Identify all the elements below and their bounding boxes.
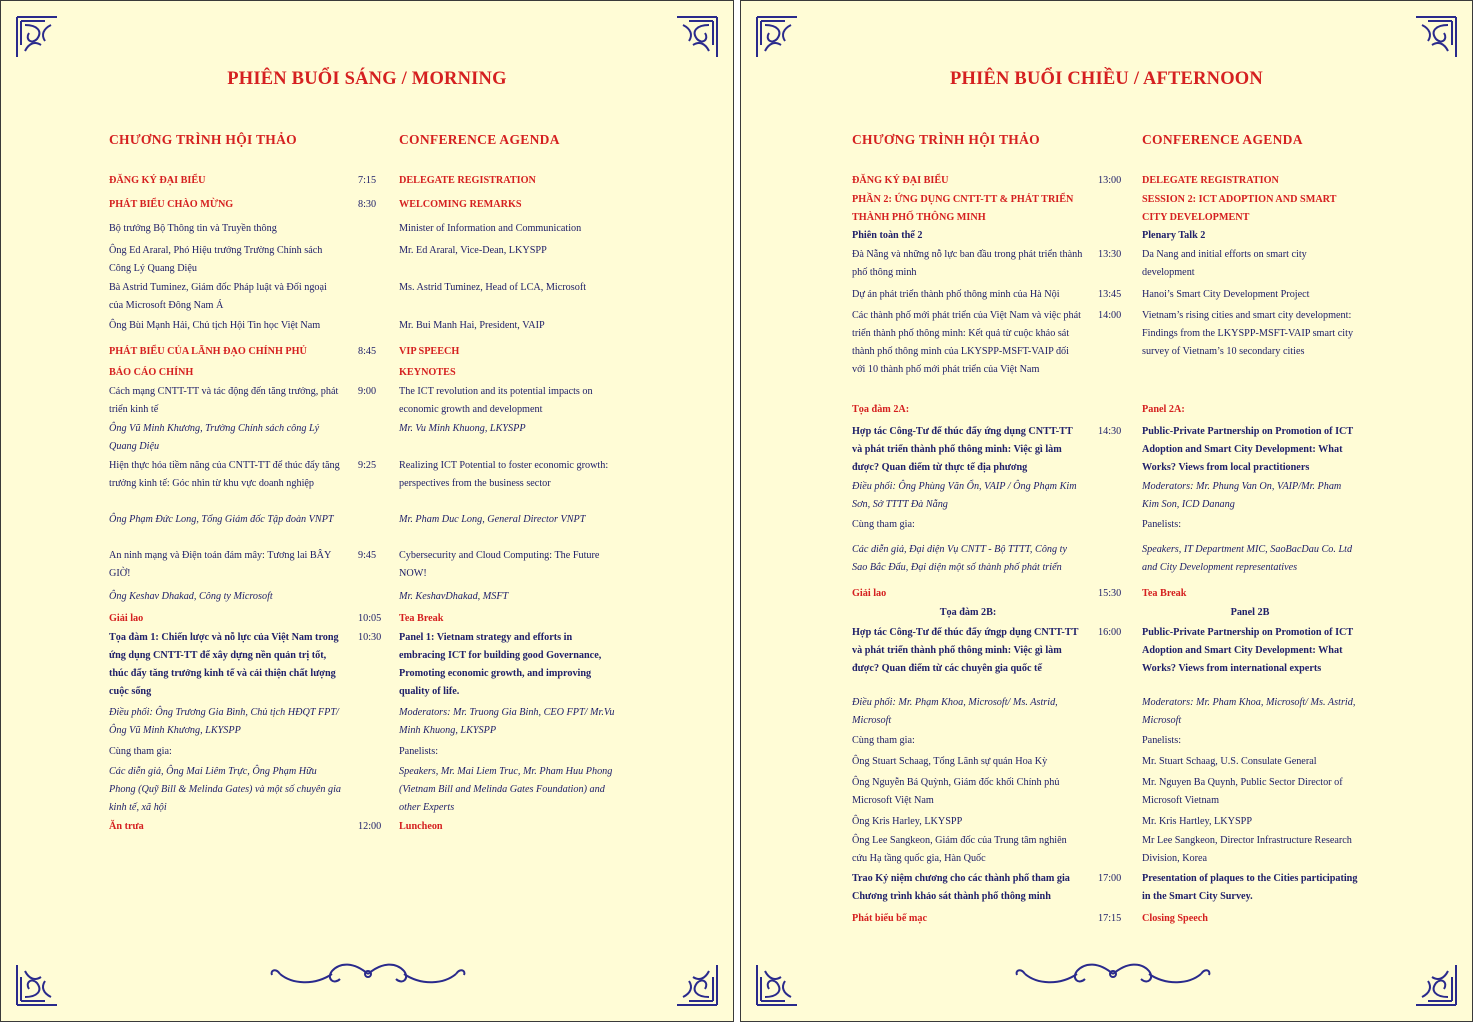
item-english: Mr. Kris Hartley, LKYSPP <box>1142 816 1252 827</box>
item-english: The ICT revolution and its potential impacts on economic growth and development <box>399 386 593 415</box>
item-english: Panel 2B <box>1230 607 1270 618</box>
item-vietnamese: PHÁT BIỂU CỦA LÃNH ĐẠO CHÍNH PHỦ <box>109 346 307 357</box>
item-vietnamese: Điều phối: Mr. Phạm Khoa, Microsoft/ Ms. Astrid, Microsoft <box>852 697 1058 726</box>
item-english: Plenary Talk 2 <box>1142 230 1206 241</box>
item-vietnamese: Các thành phố mới phát triển của Việt Nam và việc phát triển thành phố thông minh: Kết quả từ cuộc khảo sát thành phố thông minh của LKYSPP-MSFT-VAIP đối với 10 thành phố mới phát triển của Việt Nam <box>852 310 1081 375</box>
item-time: 9:45 <box>358 550 377 561</box>
item-vietnamese: Cùng tham gia: <box>852 735 915 746</box>
afternoon-page <box>740 0 1473 1022</box>
item-time: 9:00 <box>358 386 377 397</box>
item-vietnamese: BÁO CÁO CHÍNH <box>109 367 194 378</box>
item-english: Public-Private Partnership on Promotion of ICT Adoption and Smart City Development: What Works? Views from international experts <box>1142 627 1354 674</box>
item-vietnamese: Các diễn giả, Đại diện Vụ CNTT - Bộ TTTT, Công ty Sao Bắc Đẩu, Đại diện một số thành phố phát triển <box>852 544 1067 573</box>
item-vietnamese: Giải lao <box>109 613 144 624</box>
flourish-ornament-icon <box>1013 959 1213 989</box>
item-time: 12:00 <box>358 821 382 832</box>
page-title: PHIÊN BUỔI CHIỀU / AFTERNOON <box>950 69 1263 89</box>
item-vietnamese: Ông Lee Sangkeon, Giám đốc của Trung tâm nghiên cứu Hạ tầng quốc gia, Hàn Quốc <box>852 835 1067 864</box>
item-time: 14:30 <box>1098 426 1122 437</box>
item-english: Mr. Stuart Schaag, U.S. Consulate General <box>1142 756 1317 767</box>
agenda-list <box>741 1 1472 1021</box>
item-vietnamese: Ông Kris Harley, LKYSPP <box>852 816 963 827</box>
item-english: Moderators: Mr. Pham Khoa, Microsoft/ Ms. Astrid, Microsoft <box>1142 697 1356 726</box>
item-vietnamese: Hiện thực hóa tiềm năng của CNTT-TT để thúc đẩy tăng trưởng kinh tế: Góc nhìn từ khu vực doanh nghiệp <box>109 460 340 489</box>
item-vietnamese: ĐĂNG KÝ ĐẠI BIỂU <box>852 175 949 186</box>
item-english: Mr. KeshavDhakad, MSFT <box>399 591 509 602</box>
item-english: Vietnam’s rising cities and smart city development: Findings from the LKYSPP-MSFT-VAIP smart city survey of Vietnam’s 10 secondary cities <box>1142 310 1354 357</box>
item-english: Tea Break <box>1142 588 1187 599</box>
item-english: Presentation of plaques to the Cities participating in the Smart City Survey. <box>1142 873 1358 902</box>
item-vietnamese: Phát biểu bế mạc <box>852 913 927 924</box>
item-english: DELEGATE REGISTRATION <box>1142 175 1279 186</box>
item-english: SESSION 2: ICT ADOPTION AND SMART CITY DEVELOPMENT <box>1142 194 1337 223</box>
item-time: 10:30 <box>358 632 382 643</box>
item-time: 16:00 <box>1098 627 1122 638</box>
item-time: 15:30 <box>1098 588 1122 599</box>
item-english: Panelists: <box>1142 519 1182 530</box>
column-heading-vietnamese: CHƯƠNG TRÌNH HỘI THẢO <box>852 132 1040 147</box>
item-english: Mr. Vu Minh Khuong, LKYSPP <box>399 423 526 434</box>
item-vietnamese: An ninh mạng và Điện toán đám mây: Tương lai BÂY GIỜ! <box>109 550 331 579</box>
item-vietnamese: Cùng tham gia: <box>109 746 172 757</box>
item-english: Realizing ICT Potential to foster economic growth: perspectives from the business sector <box>399 460 609 489</box>
item-vietnamese: Điều phối: Ông Phùng Văn Ổn, VAIP / Ông Phạm Kim Sơn, Sở TTTT Đà Nẵng <box>852 481 1077 510</box>
item-english: DELEGATE REGISTRATION <box>399 175 536 186</box>
item-time: 13:30 <box>1098 249 1122 260</box>
item-vietnamese: Tọa đàm 2A: <box>852 404 910 415</box>
item-english: Moderators: Mr. Phung Van On, VAIP/Mr. Pham Kim Son, ICD Danang <box>1142 481 1342 510</box>
item-english: Tea Break <box>399 613 444 624</box>
item-vietnamese: PHÁT BIỂU CHÀO MỪNG <box>109 199 234 210</box>
item-english: Mr. Ed Araral, Vice-Dean, LKYSPP <box>399 245 547 256</box>
item-time: 17:00 <box>1098 873 1122 884</box>
item-english: Mr. Pham Duc Long, General Director VNPT <box>399 514 586 525</box>
item-vietnamese: Cách mạng CNTT-TT và tác động đến tăng trưởng, phát triển kinh tế <box>109 386 339 415</box>
item-vietnamese: ĐĂNG KÝ ĐẠI BIỂU <box>109 175 206 186</box>
agenda-list <box>1 1 733 1021</box>
item-english: Minister of Information and Communication <box>399 223 582 234</box>
item-vietnamese: Dự án phát triển thành phố thông minh của Hà Nội <box>852 289 1060 300</box>
item-time: 8:45 <box>358 346 377 357</box>
item-english: Closing Speech <box>1142 913 1208 924</box>
item-time: 8:30 <box>358 199 377 210</box>
item-vietnamese: Hợp tác Công-Tư để thúc đẩy ứng dụng CNTT-TT và phát triển thành phố thông minh: Việc gì làm được? Quan điểm từ thực tế địa phương <box>852 426 1073 473</box>
item-vietnamese: Các diễn giả, Ông Mai Liêm Trực, Ông Phạm Hữu Phong (Quỹ Bill & Melinda Gates) và một số chuyên gia kinh tế, xã hội <box>109 766 341 813</box>
item-vietnamese: Tọa đàm 1: Chiến lược và nỗ lực của Việt Nam trong ứng dụng CNTT-TT để xây dựng nền quản trị tốt, thúc đẩy tăng trưởng kinh tế và cải thiện chất lượng cuộc sống <box>109 632 339 697</box>
item-vietnamese: Phiên toàn thể 2 <box>852 230 923 241</box>
item-english: Mr Lee Sangkeon, Director Infrastructure Research Division, Korea <box>1142 835 1352 864</box>
item-english: Hanoi’s Smart City Development Project <box>1142 289 1310 300</box>
item-english: VIP SPEECH <box>399 346 460 357</box>
column-heading-vietnamese: CHƯƠNG TRÌNH HỘI THẢO <box>109 132 297 147</box>
item-vietnamese: Ông Keshav Dhakad, Công ty Microsoft <box>109 591 273 602</box>
item-english: WELCOMING REMARKS <box>399 199 522 210</box>
flourish-ornament-icon <box>268 959 468 989</box>
item-english: Panel 1: Vietnam strategy and efforts in embracing ICT for building good Governance, Promoting economic growth, and improving quality of life. <box>399 632 602 697</box>
item-english: Mr. Bui Manh Hai, President, VAIP <box>399 320 545 331</box>
item-english: Panelists: <box>399 746 439 757</box>
item-vietnamese: Tọa đàm 2B: <box>939 607 997 618</box>
item-english: Panelists: <box>1142 735 1182 746</box>
item-vietnamese: Ăn trưa <box>109 821 144 832</box>
item-vietnamese: Trao Kỷ niệm chương cho các thành phố tham gia Chương trình khảo sát thành phố thông minh <box>852 873 1070 902</box>
column-heading-english: CONFERENCE AGENDA <box>1142 132 1303 147</box>
item-english: Moderators: Mr. Truong Gia Binh, CEO FPT/ Mr.Vu Minh Khuong, LKYSPP <box>399 707 615 736</box>
item-english: KEYNOTES <box>399 367 456 378</box>
item-english: Mr. Nguyen Ba Quynh, Public Sector Director of Microsoft Vietnam <box>1142 777 1343 806</box>
item-vietnamese: Ông Phạm Đức Long, Tổng Giám đốc Tập đoàn VNPT <box>109 514 334 525</box>
page-title: PHIÊN BUỔI SÁNG / MORNING <box>227 69 507 89</box>
item-english: Speakers, Mr. Mai Liem Truc, Mr. Pham Huu Phong (Vietnam Bill and Melinda Gates Foundation) and other Experts <box>399 766 613 813</box>
item-english: Public-Private Partnership on Promotion of ICT Adoption and Smart City Development: What Works? Views from local practitioners <box>1142 426 1354 473</box>
item-time: 13:00 <box>1098 175 1122 186</box>
column-heading-english: CONFERENCE AGENDA <box>399 132 560 147</box>
item-time: 13:45 <box>1098 289 1122 300</box>
item-vietnamese: Cùng tham gia: <box>852 519 915 530</box>
item-time: 9:25 <box>358 460 377 471</box>
morning-page <box>0 0 734 1022</box>
item-vietnamese: Giải lao <box>852 588 887 599</box>
item-vietnamese: Ông Vũ Minh Khương, Trường Chính sách công Lý Quang Diệu <box>109 423 320 452</box>
item-english: Speakers, IT Department MIC, SaoBacDau Co. Ltd and City Development representatives <box>1142 544 1353 573</box>
item-vietnamese: Điều phối: Ông Trương Gia Bình, Chủ tịch HĐQT FPT/ Ông Vũ Minh Khương, LKYSPP <box>109 707 339 736</box>
item-vietnamese: Bộ trưởng Bộ Thông tin và Truyền thông <box>109 223 277 234</box>
item-time: 17:15 <box>1098 913 1122 924</box>
item-time: 10:05 <box>358 613 382 624</box>
item-time: 7:15 <box>358 175 377 186</box>
item-english: Da Nang and initial efforts on smart city development <box>1142 249 1307 278</box>
item-vietnamese: Ông Bùi Mạnh Hải, Chủ tịch Hội Tin học Việt Nam <box>109 320 321 331</box>
item-english: Ms. Astrid Tuminez, Head of LCA, Microsoft <box>399 282 587 293</box>
item-vietnamese: Đà Nẵng và những nỗ lực ban đầu trong phát triển thành phố thông minh <box>852 249 1083 278</box>
item-english: Cybersecurity and Cloud Computing: The Future NOW! <box>399 550 600 579</box>
item-vietnamese: PHẦN 2: ỨNG DỤNG CNTT-TT & PHÁT TRIỂN THÀNH PHỐ THÔNG MINH <box>852 194 1074 223</box>
item-vietnamese: Ông Ed Araral, Phó Hiệu trưởng Trường Chính sách Công Lý Quang Diệu <box>109 245 323 274</box>
item-time: 14:00 <box>1098 310 1122 321</box>
item-vietnamese: Hợp tác Công-Tư để thúc đẩy ứngp dụng CNTT-TT và phát triển thành phố thông minh: Việc gì làm được? Quan điểm từ các chuyên gia quốc tế <box>852 627 1079 674</box>
item-vietnamese: Ông Nguyễn Bá Quỳnh, Giám đốc khối Chính phủ Microsoft Việt Nam <box>852 777 1060 806</box>
item-vietnamese: Bà Astrid Tuminez, Giám đốc Pháp luật và Đối ngoại của Microsoft Đông Nam Á <box>109 282 327 311</box>
item-vietnamese: Ông Stuart Schaag, Tổng Lãnh sự quán Hoa Kỳ <box>852 756 1048 767</box>
item-english: Luncheon <box>399 821 443 832</box>
item-english: Panel 2A: <box>1142 404 1185 415</box>
